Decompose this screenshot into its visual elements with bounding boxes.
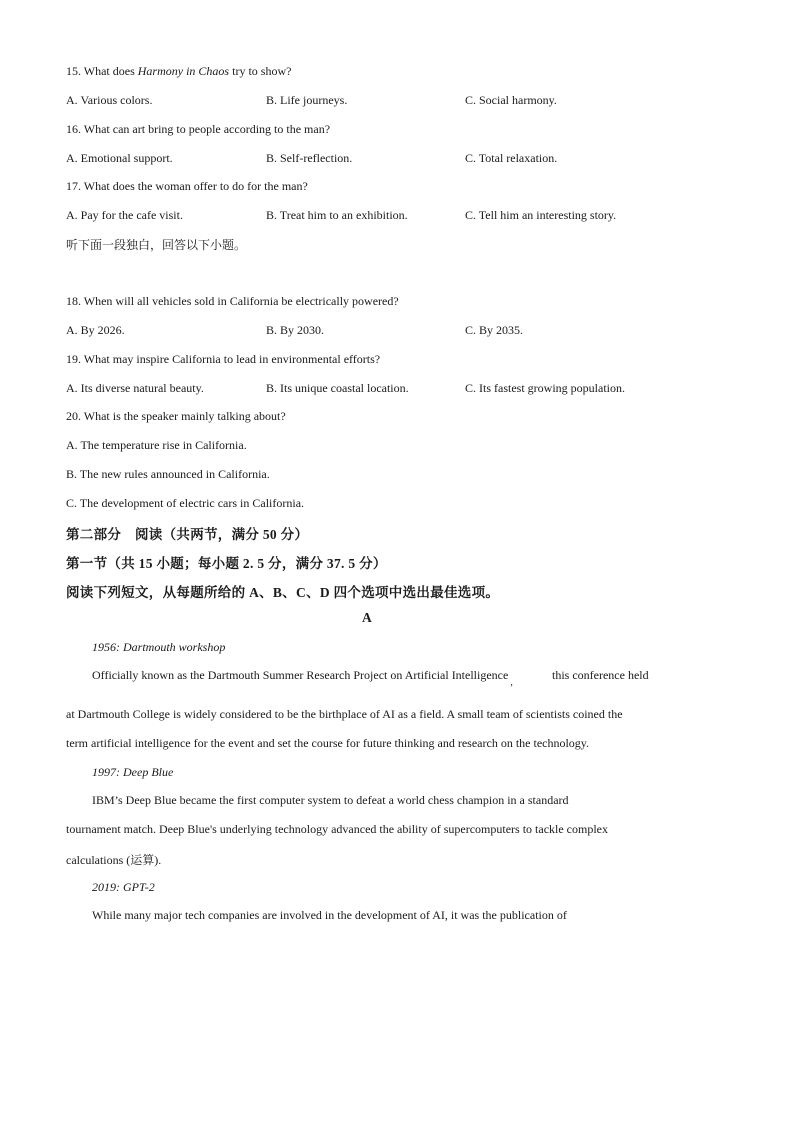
monologue-instruction: 听下面一段独白，回答以下小题。 (66, 238, 247, 252)
passage-para-1-line-3: term artificial intelligence for the event and set the course for future thinking and research on the technology. (66, 736, 590, 750)
passage-para-3-line-1: While many major tech companies are involved in the development of AI, it was the publication of (92, 908, 567, 922)
question-15-stem (66, 64, 291, 79)
question-15-option-c: C. Social harmony. (465, 93, 557, 107)
passage-heading-1956: 1956: Dartmouth workshop (92, 640, 226, 654)
question-16-option-b: B. Self-reflection. (266, 151, 353, 165)
question-17-option-a: A. Pay for the cafe visit. (66, 208, 183, 222)
question-19-option-a: A. Its diverse natural beauty. (66, 381, 204, 395)
question-17-option-b: B. Treat him to an exhibition. (266, 208, 408, 222)
question-18-option-c: C. By 2035. (465, 323, 524, 337)
passage-heading-1997: 1997: Deep Blue (92, 765, 174, 779)
passage-heading-2019: 2019: GPT-2 (92, 880, 155, 894)
question-20-option-c: C. The development of electric cars in California. (66, 496, 305, 510)
question-19-option-b: B. Its unique coastal location. (266, 381, 409, 395)
question-18-stem: 18. When will all vehicles sold in California be electrically powered? (66, 294, 399, 308)
passage-para-2-line-2: tournament match. Deep Blue's underlying technology advanced the ability of supercomputers to tackle complex (66, 822, 608, 836)
part-two-heading: 第二部分 阅读（共两节，满分 50 分） (66, 527, 309, 542)
passage-para-1-line-2: at Dartmouth College is widely considered to be the birthplace of AI as a field. A small team of scientists coined the (66, 707, 623, 721)
passage-para-1-comma: , (510, 677, 513, 688)
question-18-option-b: B. By 2030. (266, 323, 325, 337)
passage-para-1-line-1 (92, 668, 513, 688)
question-20-option-a: A. The temperature rise in California. (66, 438, 247, 452)
question-19-stem: 19. What may inspire California to lead in environmental efforts? (66, 352, 381, 366)
passage-para-2-line-3: calculations (运算). (66, 853, 162, 867)
question-15-stem-text: 15. What does (66, 64, 138, 78)
passage-para-1-line-1-text: Officially known as the Dartmouth Summer Research Project on Artificial Intelligence (92, 668, 509, 682)
question-16-stem: 16. What can art bring to people according to the man? (66, 122, 331, 136)
reading-instruction: 阅读下列短文，从每题所给的 A、B、C、D 四个选项中选出最佳选项。 (66, 585, 500, 600)
question-16-option-c: C. Total relaxation. (465, 151, 558, 165)
question-17-option-c: C. Tell him an interesting story. (465, 208, 617, 222)
question-16-option-a: A. Emotional support. (66, 151, 173, 165)
question-15-option-a: A. Various colors. (66, 93, 153, 107)
passage-para-1-line-1-end: this conference held (552, 668, 649, 682)
artwork-title: Harmony in Chaos (137, 64, 230, 78)
question-17-stem: 17. What does the woman offer to do for the man? (66, 179, 308, 193)
question-18-option-a: A. By 2026. (66, 323, 125, 337)
question-15-stem-text-end: try to show? (229, 64, 292, 78)
passage-para-2-line-1: IBM’s Deep Blue became the first computer system to defeat a world chess champion in a standard (92, 793, 569, 807)
section-one-heading: 第一节（共 15 小题；每小题 2. 5 分，满分 37. 5 分） (66, 556, 387, 571)
question-20-stem: 20. What is the speaker mainly talking about? (66, 409, 286, 423)
question-20-option-b: B. The new rules announced in California. (66, 467, 270, 481)
question-15-option-b: B. Life journeys. (266, 93, 348, 107)
passage-letter: A (361, 610, 373, 625)
question-19-option-c: C. Its fastest growing population. (465, 381, 625, 395)
